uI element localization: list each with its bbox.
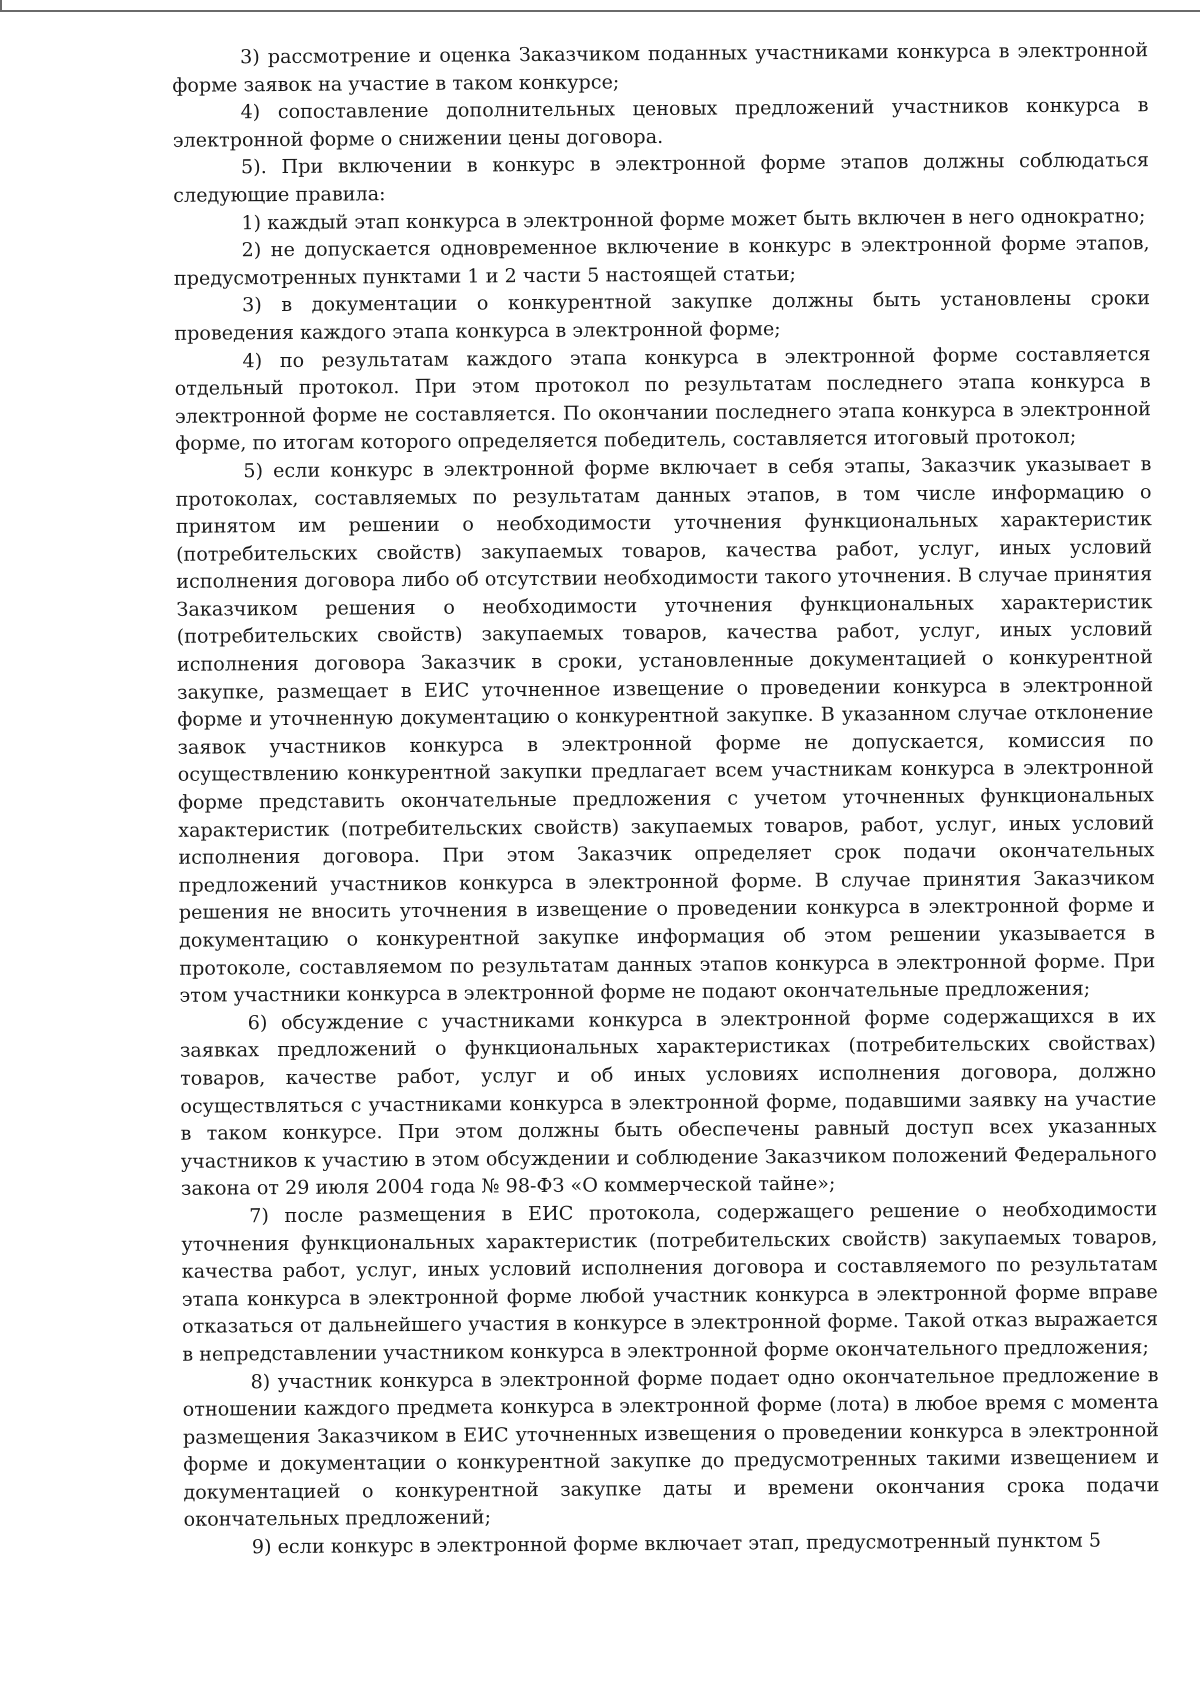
- paragraph-item-3: 3) рассмотрение и оценка Заказчиком поданных участниками конкурса в электронной форме заявок на участие в таком конкурсе;: [172, 38, 1149, 97]
- document-text: [172, 36, 1160, 1561]
- paragraph-rule-8: 8) участник конкурса в электронной форме подает одно окончательное предложение в отношении каждого предмета конкурса в электронной форме (лота) в любое время с момента размещения Заказчиком в ЕИС уточненных извещения о проведении конкурса в электронной форме и документации о конкурентной закупке до предусмотренных такими извещением и документацией о конкурентной закупке даты и времени окончания срока подачи окончательных предложений;: [182, 1362, 1160, 1532]
- paragraph-rule-6: 6) обсуждение с участниками конкурса в электронной форме содержащихся в их заявках предложений о функциональных характеристиках (потребительских свойствах) товаров, качестве работ, услуг и об иных условиях исполнения договора, должно осуществляться с участниками конкурса в электронной форме, подавшими заявку на участие в таком конкурсе. При этом должны быть обеспечены равный доступ всех указанных участников к участию в этом обсуждении и соблюдение Заказчиком положений Федерального закона от 29 июля 2004 года № 98-ФЗ «О коммерческой тайне»;: [179, 1003, 1157, 1201]
- paragraph-point-5: 5). При включении в конкурс в электронной форме этапов должны соблюдаться следующие правила:: [173, 148, 1150, 207]
- paragraph-item-4: 4) сопоставление дополнительных ценовых предложений участников конкурса в электронной форме о снижении цены договора.: [172, 93, 1149, 152]
- paragraph-rule-1: 1) каждый этап конкурса в электронной форме может быть включен в него однократно;: [241, 203, 1146, 234]
- paragraph-rule-3: 3) в документации о конкурентной закупке должны быть установлены сроки проведения каждого этапа конкурса в электронной форме;: [174, 286, 1151, 345]
- paragraph-rule-2: 2) не допускается одновременное включение в конкурс в электронной форме этапов, предусмотренных пунктами 1 и 2 части 5 настоящей статьи;: [173, 231, 1150, 290]
- scan-edge-line: [0, 10, 1200, 12]
- scan-edge-corner: [0, 0, 2, 12]
- paragraph-rule-4: 4) по результатам каждого этапа конкурса в электронной форме составляется отдельный протокол. При этом протокол по результатам последнего этапа конкурса в электронной форме не составляется. По окончании последнего этапа конкурса в электронной форме, по итогам которого определяется победитель, составляется итоговый протокол;: [174, 341, 1151, 456]
- paragraph-rule-9: 9) если конкурс в электронной форме включает этап, предусмотренный пунктом 5: [251, 1528, 1102, 1559]
- paragraph-rule-7: 7) после размещения в ЕИС протокола, содержащего решение о необходимости уточнения функциональных характеристик (потребительских свойств) закупаемых товаров, качества работ, услуг, иных условий исполнения договора и составляемого по результатам этапа конкурса в электронной форме любой участник конкурса в электронной форме вправе отказаться от дальнейшего участия в конкурсе в электронной форме. Такой отказ выражается в непредставлении участником конкурса в электронной форме окончательного предложения;: [181, 1197, 1159, 1366]
- paragraph-rule-5: 5) если конкурс в электронной форме включает в себя этапы, Заказчик указывает в протоколах, составляемых по результатам данных этапов, в том числе информацию о принятом им решении о необходимости уточнения функциональных характеристик (потребительских свойств) закупаемых товаров, качества работ, услуг, иных условий исполнения договора либо об отсутствии необходимости такого уточнения. В случае принятия Заказчиком решения о необходимости уточнения функциональных характеристик (потребительских свойств) закупаемых товаров, качества работ, услуг, иных условий исполнения договора Заказчик в сроки, установленные документацией о конкурентной закупке, размещает в ЕИС уточненное извещение о проведении конкурса в электронной форме и уточненную документацию о конкурентной закупке. В указанном случае отклонение заявок участников конкурса в электронной форме не допускается, комиссия по осуществлению конкурентной закупки предлагает всем участникам конкурса в электронной форме представить окончательные предложения с учетом уточненных функциональных характеристик (потребительских свойств) закупаемых товаров, работ, услуг, иных условий исполнения договора. При этом Заказчик определяет срок подачи окончательных предложений участников конкурса в электронной форме. В случае принятия Заказчиком решения не вносить уточнения в извещение о проведении конкурса в электронной форме и документацию о конкурентной закупке информация об этом решении указывается в протоколе, составляемом по результатам данных этапов конкурса в электронной форме. При этом участники конкурса в электронной форме не подают окончательные предложения;: [175, 452, 1156, 1007]
